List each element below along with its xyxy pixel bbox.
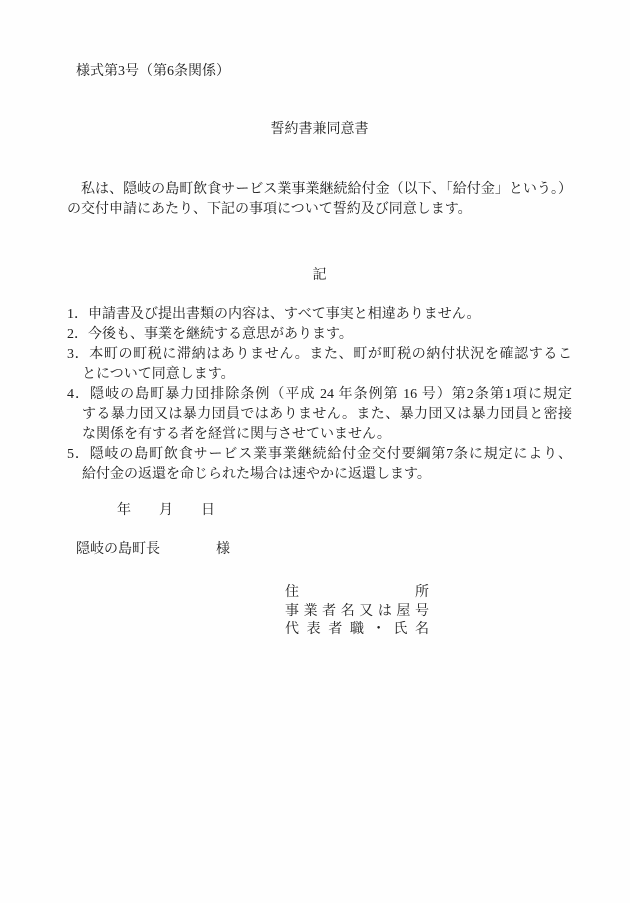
pledge-item-5	[67, 445, 572, 485]
pledge-item-list	[67, 305, 572, 485]
text-line: 給付金の返還を命じられた場合は速やかに返還します。	[82, 467, 431, 482]
record-heading: 記	[312, 268, 327, 283]
text-line: な関係を有する者を経営に関与させていません。	[82, 427, 391, 442]
pledge-item-4	[67, 385, 572, 445]
business-name-label: 事業者名又は屋号	[285, 603, 429, 619]
text-line: の交付申請にあたり、下記の事項について誓約及び同意します。	[67, 202, 472, 217]
representative-label: 代表者職・氏名	[285, 622, 429, 637]
date-line: 年 月 日	[117, 503, 215, 518]
form-number: 様式第3号（第6条関係）	[76, 64, 230, 79]
text-line: 3．本町の町税に滞納はありません。また、町が町税の納付状況を確認するこ	[67, 347, 572, 362]
page-title: 誓約書兼同意書	[270, 122, 369, 137]
text-line: 私は、隠岐の島町飲食サービス業事業継続給付金（以下、「給付金」という。）	[67, 182, 572, 197]
text-line: 4．隠岐の島町暴力団排除条例（平成 24 年条例第 16 号）第2条第1項に規定	[67, 387, 572, 402]
signature-block	[285, 584, 429, 640]
addressee-line: 隠岐の島町長 様	[76, 542, 230, 557]
intro-paragraph	[67, 180, 572, 220]
text-line: 1．申請書及び提出書類の内容は、すべて事実と相違ありません。	[67, 307, 481, 322]
address-label: 住所	[285, 585, 429, 600]
text-line: 2．今後も、事業を継続する意思があります。	[67, 327, 353, 342]
pledge-item-1	[67, 305, 572, 325]
pledge-item-3	[67, 345, 572, 385]
text-line: とについて同意します。	[82, 367, 235, 382]
text-line: 5．隠岐の島町飲食サービス業事業継続給付金交付要綱第7条に規定により、	[67, 447, 572, 462]
pledge-item-2	[67, 325, 572, 345]
text-line: する暴力団又は暴力団員ではありません。また、暴力団又は暴力団員と密接	[82, 407, 572, 422]
